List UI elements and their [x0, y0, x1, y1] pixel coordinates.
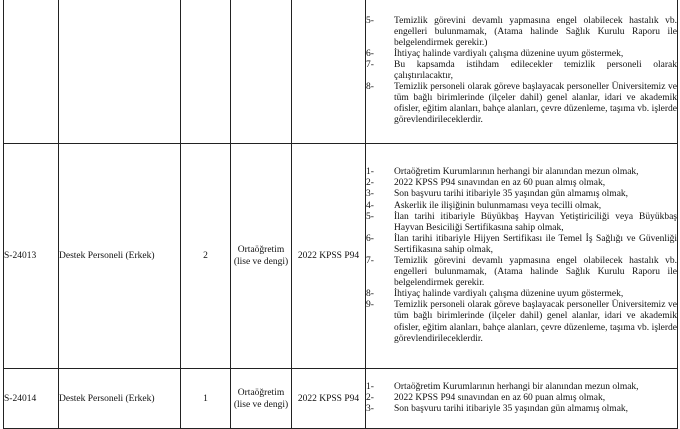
requirement-item [366, 256, 677, 289]
position-title-cell [59, 144, 181, 369]
requirement-number: 8- [366, 289, 374, 300]
positions-table-body [4, 0, 678, 429]
requirement-item [366, 82, 677, 126]
requirements-list [366, 167, 677, 345]
position-code: S-24013 [4, 251, 37, 261]
education-note: (lise ve dengi) [233, 257, 289, 267]
exam-cell [292, 369, 366, 429]
requirements-cell [366, 0, 678, 144]
requirement-text: Temizlik personeli olarak göreve başlayacak personeller Üniversitemiz ve tüm bağlı birimlerinde (ilçeler dahil) genel alanlar, idari ve akademik ofisler, eğitim alanları, bahçe alanları, çevre düzenleme, taşıma vb. işlerde görevlendirileceklerdir. [394, 82, 677, 126]
requirement-item [366, 167, 677, 178]
education-level: Ortaöğretim [237, 387, 285, 398]
position-title: Destek Personeli (Erkek) [59, 251, 155, 261]
requirement-number: 5- [366, 15, 374, 26]
requirement-number: 7- [366, 59, 374, 70]
education-cell [231, 369, 292, 429]
requirement-number: 1- [366, 167, 374, 178]
positions-table [3, 0, 678, 429]
position-code-cell [4, 144, 59, 369]
requirement-text: Temizlik görevini devamlı yapmasına engel olabilecek hastalık vb. engelleri bulunmamak, (Atama halinde Sağlık Kurulu Raporu ile belgelendirmek gerekir. [394, 256, 677, 289]
requirement-text: İlan tarihi itibariyle Büyükbaş Hayvan Yetiştiriciliği veya Büyükbaş Hayvan Besiciliği Sertifikasına sahip olmak, [394, 211, 677, 233]
education-level: Ortaöğretim [237, 245, 285, 255]
requirement-number: 2- [366, 178, 374, 189]
requirements-list [366, 16, 677, 127]
table-row [4, 144, 678, 369]
education-note: (lise ve dengi) [233, 399, 289, 410]
position-code-cell [4, 369, 59, 429]
requirement-item [366, 234, 677, 256]
requirements-list [366, 382, 677, 415]
requirement-item [366, 49, 677, 60]
position-title-cell [59, 0, 181, 144]
position-title: Destek Personeli (Erkek) [59, 393, 155, 404]
requirement-text: Bu kapsamda istihdam edilecekler temizlik personeli olarak çalıştırılacaktır, [394, 59, 677, 81]
requirement-number: 7- [366, 256, 374, 266]
requirement-item [366, 212, 677, 234]
requirement-item [366, 382, 677, 393]
position-count-cell [181, 144, 231, 369]
requirement-text: Son başvuru tarihi itibariyle 35 yaşından gün almamış olmak, [394, 189, 629, 200]
requirement-item [366, 178, 677, 189]
requirement-item [366, 300, 677, 344]
requirement-text: 2022 KPSS P94 sınavından en az 60 puan almış olmak, [394, 178, 606, 189]
requirement-number: 1- [366, 381, 374, 392]
position-count-cell [181, 0, 231, 144]
requirement-text: Temizlik görevini devamlı yapmasına engel olabilecek hastalık vb. engelleri bulunmamak, (Atama halinde Sağlık Kurulu Raporu ile belgelendirmek gerekir.) [394, 15, 677, 48]
requirement-text: İhtiyaç halinde vardiyalı çalışma düzenine uyum göstermek, [394, 48, 624, 59]
requirement-text: Temizlik personeli olarak göreve başlayacak personeller Üniversitemiz ve tüm bağlı birimlerinde (ilçeler dahil) genel alanlar, idari ve akademik ofisler, eğitim alanları, bahçe alanları, çevre düzenleme, taşıma vb. işlerde görevlendirileceklerdir. [394, 300, 677, 344]
position-count: 2 [203, 251, 208, 261]
requirement-item [366, 201, 677, 212]
position-title-cell [59, 369, 181, 429]
requirement-number: 8- [366, 82, 374, 93]
requirement-item [366, 404, 677, 415]
requirement-number: 3- [366, 189, 374, 200]
position-code: S-24014 [4, 393, 37, 404]
requirement-number: 2- [366, 392, 374, 403]
position-code-cell [4, 0, 59, 144]
requirement-number: 5- [366, 211, 374, 222]
requirement-text: Ortaöğretim Kurumlarının herhangi bir alanından mezun olmak, [394, 381, 639, 392]
exam-cell [292, 0, 366, 144]
exam-cell [292, 144, 366, 369]
requirement-text: Son başvuru tarihi itibariyle 35 yaşından gün almamış olmak, [394, 404, 629, 415]
exam-type: 2022 KPSS P94 [297, 251, 360, 261]
requirement-item [366, 16, 677, 49]
education-cell [231, 144, 292, 369]
requirements-cell [366, 144, 678, 369]
exam-type: 2022 KPSS P94 [297, 393, 360, 404]
position-count: 1 [203, 393, 208, 404]
requirement-number: 4- [366, 200, 374, 211]
requirement-text: 2022 KPSS P94 sınavından en az 60 puan almış olmak, [394, 392, 606, 403]
requirement-text: İhtiyaç halinde vardiyalı çalışma düzenine uyum göstermek, [394, 289, 624, 300]
requirement-item [366, 60, 677, 82]
requirement-number: 9- [366, 300, 374, 311]
table-row [4, 0, 678, 144]
requirement-item [366, 289, 677, 300]
table-row [4, 369, 678, 429]
education-cell [231, 0, 292, 144]
requirement-item [366, 189, 677, 200]
requirement-text: Askerlik ile ilişiğinin bulunmaması veya tecilli olmak, [394, 200, 602, 211]
requirement-item [366, 393, 677, 404]
requirements-cell [366, 369, 678, 429]
requirement-number: 6- [366, 233, 374, 244]
requirement-text: Ortaöğretim Kurumlarının herhangi bir alanından mezun olmak, [394, 167, 639, 178]
position-count-cell [181, 369, 231, 429]
requirement-text: İlan tarihi itibariyle Hijyen Sertifikası ile Temel İş Sağlığı ve Güvenliği Sertifikasına sahip olmak, [394, 233, 677, 255]
requirement-number: 6- [366, 48, 374, 59]
requirement-number: 3- [366, 404, 374, 415]
